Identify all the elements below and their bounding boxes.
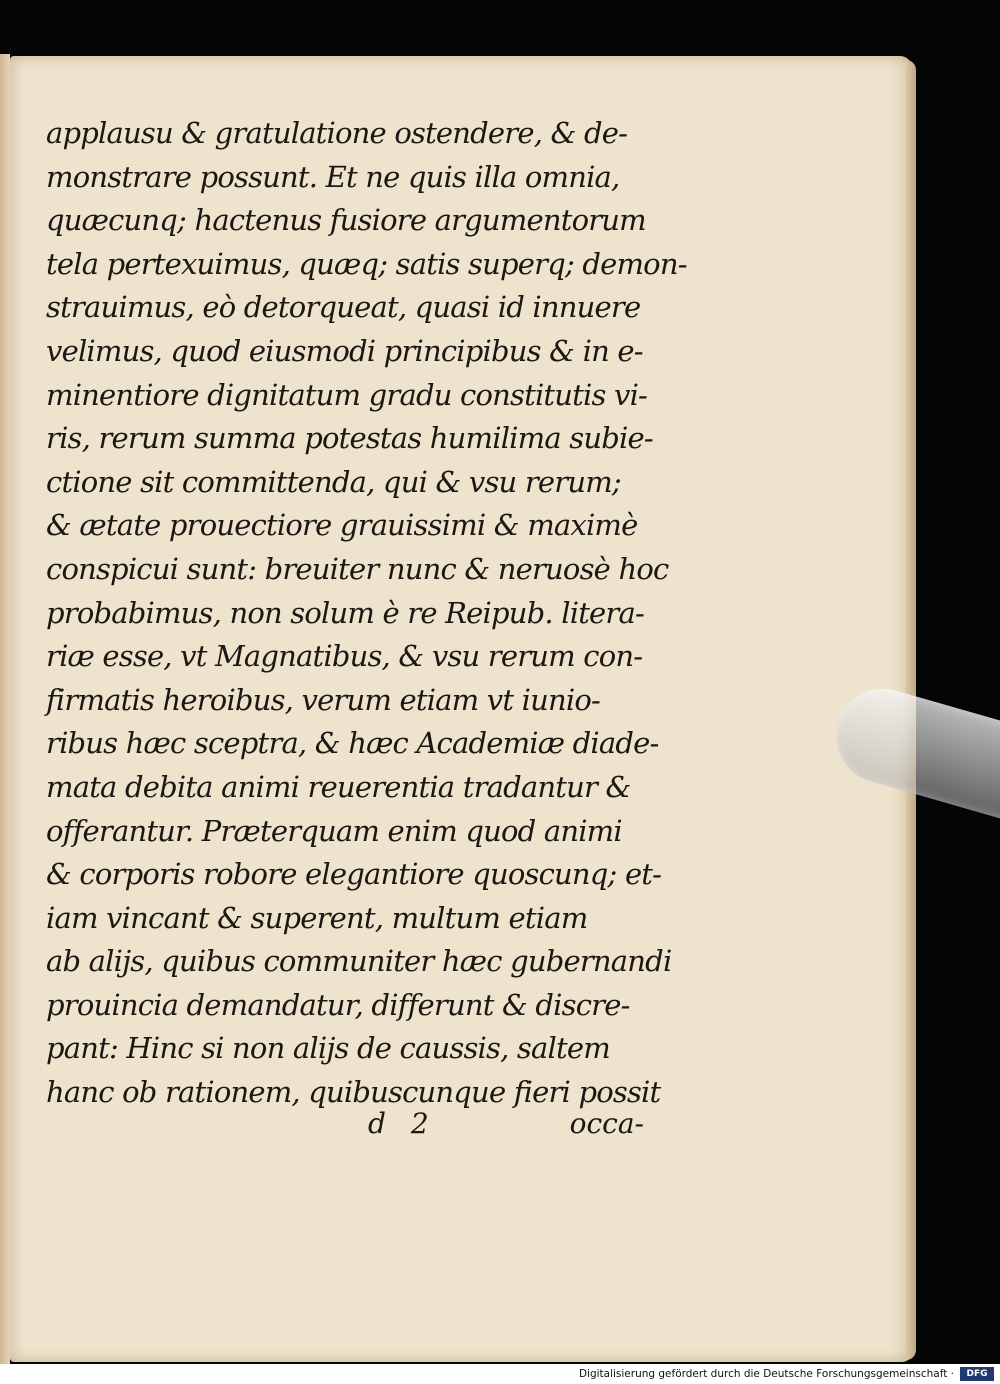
text-line: ctione sit committenda, qui & vsu rerum; <box>46 464 621 499</box>
signature-mark: d 2 <box>368 1107 437 1140</box>
page-footer <box>46 1104 646 1144</box>
text-line: pant: Hinc si non alijs de caussis, saltem <box>46 1031 610 1066</box>
text-line: offerantur. Præterquam enim quod animi <box>46 813 622 848</box>
text-line: probabimus, non solum è re Reipub. litera- <box>46 595 644 630</box>
text-line: minentiore dignitatum gradu constitutis vi- <box>46 377 648 412</box>
text-line: monstrare possunt. Et ne quis illa omnia, <box>46 159 620 194</box>
text-line: mata debita animi reuerentia tradantur & <box>46 769 631 804</box>
text-line: tela pertexuimus, quæq; satis superq; demon- <box>46 246 687 281</box>
page-left-edge <box>0 54 10 1364</box>
text-line: quæcunq; hactenus fusiore argumentorum <box>46 203 646 238</box>
dfg-logo-icon: DFG <box>960 1367 994 1381</box>
text-line: & ætate prouectiore grauissimi & maximè <box>46 508 638 543</box>
text-line: firmatis heroibus, verum etiam vt iunio- <box>46 682 601 717</box>
text-line: applausu & gratulatione ostendere, & de- <box>46 116 628 150</box>
text-line: ribus hæc sceptra, & hæc Academiæ diade- <box>46 726 659 761</box>
text-line: iam vincant & superent, multum etiam <box>46 900 588 935</box>
text-line: hanc ob rationem, quibuscunque fieri possit <box>46 1075 661 1110</box>
text-line: strauimus, eò detorqueat, quasi id innuere <box>46 290 641 325</box>
text-line: prouincia demandatur, differunt & discre- <box>46 987 630 1022</box>
text-line: conspicui sunt: breuiter nunc & neruosè hoc <box>46 551 669 586</box>
funding-credit: Digitalisierung gefördert durch die Deutsche Forschungsgemeinschaft · <box>578 1368 954 1380</box>
catchword: occa- <box>569 1107 644 1140</box>
text-line: velimus, quod eiusmodi principibus & in e- <box>46 333 643 368</box>
text-line: ab alijs, quibus communiter hæc gubernandi <box>46 944 672 979</box>
text-line: riæ esse, vt Magnatibus, & vsu rerum con- <box>46 639 643 674</box>
text-line: & corporis robore elegantiore quoscunq; et- <box>46 857 662 892</box>
text-line: ris, rerum summa potestas humilima subie- <box>46 421 653 456</box>
credit-bar <box>0 1364 1000 1384</box>
page-text <box>46 112 687 1115</box>
